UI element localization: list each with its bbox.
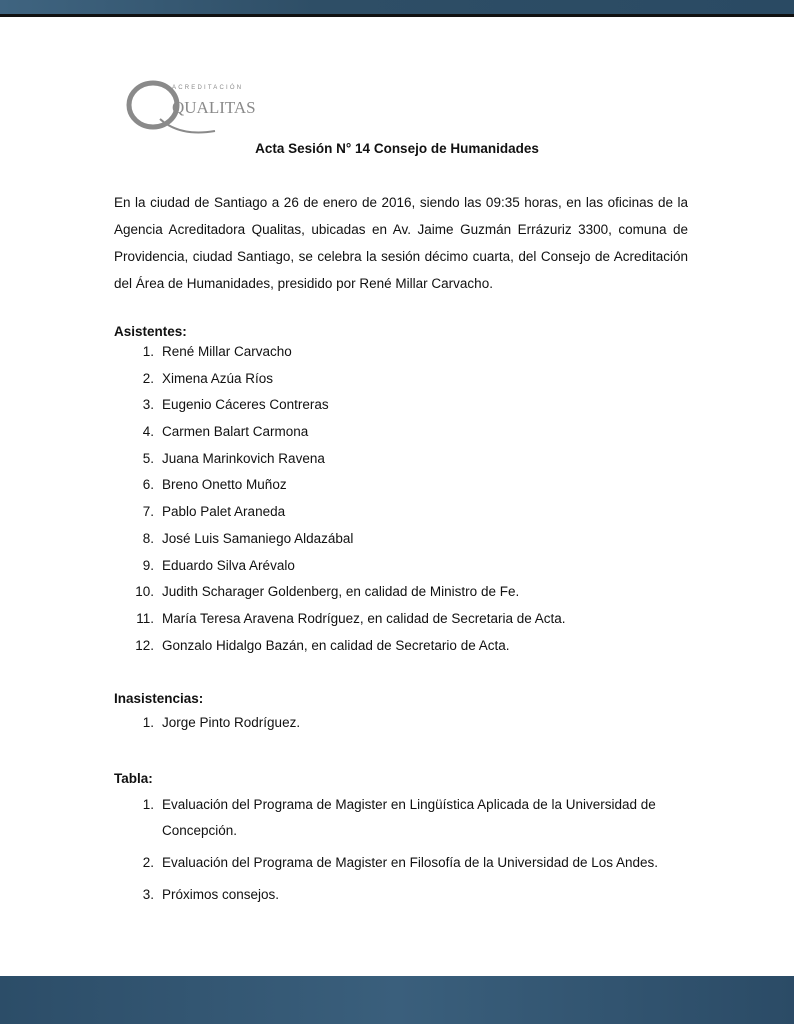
list-item: [114, 344, 566, 371]
list-item: [114, 504, 566, 531]
list-item-number: 1.: [142, 344, 154, 359]
list-item-text: José Luis Samaniego Aldazábal: [162, 530, 354, 546]
asistentes-list: [114, 344, 566, 664]
list-item-number: 9.: [142, 557, 154, 573]
logo-tagline: ACREDITACIÓN: [172, 85, 244, 91]
list-item-text: Evaluación del Programa de Magister en Lingüística Aplicada de la Universidad de Concepción.: [162, 797, 656, 838]
inasistencias-list: [114, 715, 300, 742]
list-item-number: 10.: [135, 584, 154, 600]
list-item-number: 8.: [142, 530, 154, 546]
list-item-text: Evaluación del Programa de Magister en Filosofía de la Universidad de Los Andes.: [162, 855, 659, 870]
list-item: [114, 850, 690, 876]
list-item-text: Próximos consejos.: [162, 887, 280, 902]
list-item-text: René Millar Carvacho: [162, 344, 292, 359]
list-item: [114, 371, 566, 398]
list-item-number: 7.: [142, 504, 154, 520]
qualitas-logo: [120, 75, 260, 145]
list-item: [114, 424, 566, 451]
list-item-text: Ximena Azúa Ríos: [162, 370, 274, 386]
list-item-number: 12.: [135, 637, 154, 653]
list-item: [114, 638, 566, 665]
list-item: [114, 792, 690, 844]
list-item-text: Eduardo Silva Arévalo: [162, 557, 295, 573]
document-title: Acta Sesión N° 14 Consejo de Humanidades: [255, 141, 539, 156]
list-item-number: 3.: [142, 397, 154, 413]
list-item-number: 4.: [142, 424, 154, 440]
inasistencias-heading: Inasistencias:: [114, 691, 204, 706]
list-item-number: 2.: [142, 370, 154, 386]
list-item-text: Pablo Palet Araneda: [162, 504, 286, 520]
logo-name: QUALITAS: [172, 98, 256, 117]
list-item-text: Eugenio Cáceres Contreras: [162, 397, 329, 413]
list-item: [114, 477, 566, 504]
list-item: [114, 558, 566, 585]
list-item: [114, 397, 566, 424]
list-item: [114, 451, 566, 478]
list-item: [114, 882, 690, 908]
asistentes-heading: Asistentes:: [114, 324, 187, 339]
intro-paragraph: En la ciudad de Santiago a 26 de enero de 2016, siendo las 09:35 horas, en las oficinas de la Agencia Acreditadora Qualitas, ubicadas en Av. Jaime Guzmán Errázuriz 3300, comuna de Providencia, ciudad Santiago, se celebra la sesión décimo cuarta, del Consejo de Acreditación del Área de Humanidades, presidido por René Millar Carvacho.: [114, 195, 688, 291]
list-item: [114, 584, 566, 611]
list-item-text: Juana Marinkovich Ravena: [162, 450, 325, 466]
list-item: [114, 611, 566, 638]
list-item-number: 3.: [142, 887, 154, 902]
list-item-text: Gonzalo Hidalgo Bazán, en calidad de Secretario de Acta.: [162, 637, 510, 653]
list-item-number: 2.: [142, 855, 154, 870]
scan-border-bottom: [0, 976, 794, 1024]
list-item-text: Carmen Balart Carmona: [162, 424, 309, 440]
list-item: [114, 715, 300, 742]
list-item-number: 11.: [136, 610, 154, 626]
list-item-text: Judith Scharager Goldenberg, en calidad de Ministro de Fe.: [162, 584, 520, 600]
list-item-text: María Teresa Aravena Rodríguez, en calidad de Secretaria de Acta.: [162, 610, 566, 626]
list-item-text: Breno Onetto Muñoz: [162, 477, 287, 493]
document-page: [0, 14, 794, 979]
list-item-number: 5.: [142, 450, 154, 466]
list-item-number: 1.: [142, 715, 154, 730]
list-item-number: 1.: [142, 797, 154, 812]
list-item-number: 6.: [142, 477, 154, 493]
tabla-list: [114, 792, 690, 914]
list-item-text: Jorge Pinto Rodríguez.: [162, 715, 301, 730]
list-item: [114, 531, 566, 558]
tabla-heading: Tabla:: [114, 771, 153, 786]
